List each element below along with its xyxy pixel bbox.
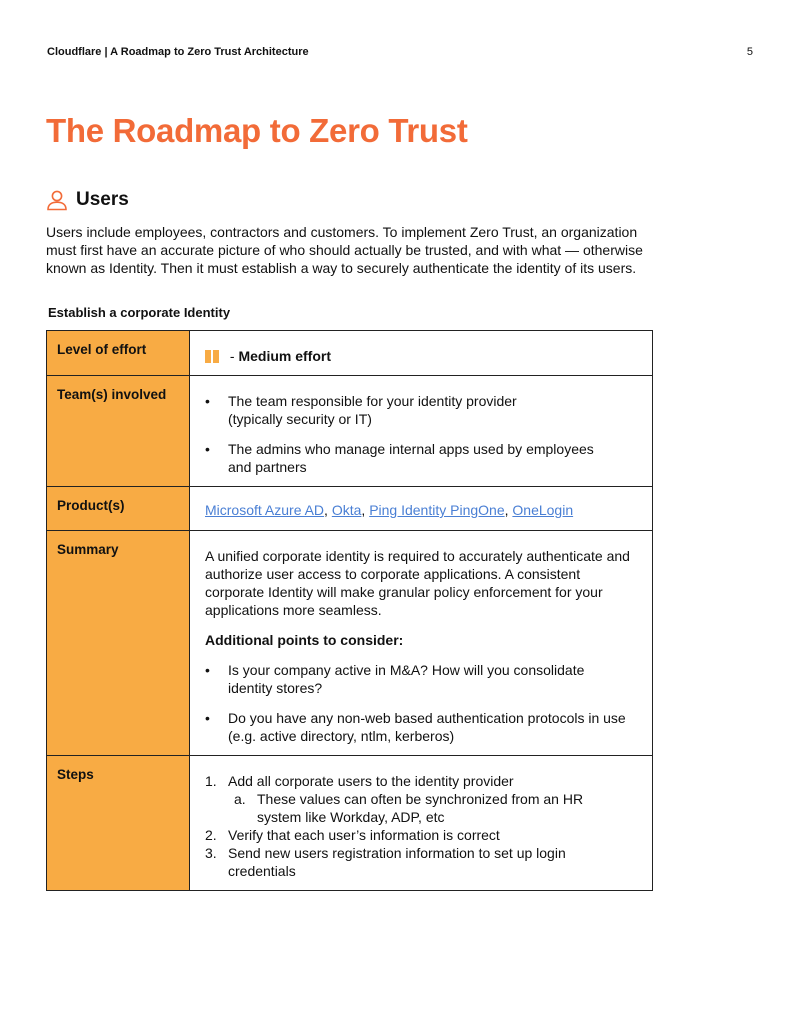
product-link-onelogin[interactable]: OneLogin [512, 502, 574, 518]
user-icon [46, 189, 68, 211]
page-number: 5 [746, 46, 753, 58]
teams-list [205, 392, 638, 476]
row-value-teams [190, 376, 653, 487]
effort-value: Medium effort [238, 348, 332, 364]
row-value-steps [190, 756, 653, 891]
summary-text: A unified corporate identity is required to accurately authenticate and authorize user access to corporate applications. A consistent corporate Identity will make granular policy enforcement for your applications more seamless. [205, 548, 630, 618]
row-value-summary [190, 531, 653, 756]
list-item: • The admins who manage internal apps used by employees and partners [205, 440, 608, 476]
table-row [47, 756, 653, 891]
header-title: Cloudflare | A Roadmap to Zero Trust Architecture [47, 46, 309, 58]
row-label-teams: Team(s) involved [47, 376, 190, 487]
list-item: 1. Add all corporate users to the identity provider a. These values can often be synchronized from an HR system like Workday, ADP, etc [205, 772, 638, 826]
table-caption: Establish a corporate Identity [48, 305, 231, 320]
table-row [47, 376, 653, 487]
list-item: • Is your company active in M&A? How will you consolidate identity stores? [205, 661, 608, 697]
row-label-products: Product(s) [47, 487, 190, 531]
sub-steps-list [228, 790, 638, 826]
additional-points-heading: Additional points to consider: [205, 632, 404, 648]
effort-prefix: - [226, 348, 239, 364]
row-label-effort: Level of effort [47, 331, 190, 376]
product-link-okta[interactable]: Okta [331, 502, 362, 518]
summary-points-list [205, 661, 638, 745]
page-title: The Roadmap to Zero Trust [46, 112, 468, 149]
row-label-steps: Steps [47, 756, 190, 891]
effort-bars-icon [205, 350, 221, 363]
row-value-effort [190, 331, 653, 376]
table-row [47, 331, 653, 376]
intro-paragraph: Users include employees, contractors and customers. To implement Zero Trust, an organization must first have an accurate picture of who should actually be trusted, and with what — otherwise known as Identity. Then it must establish a way to securely authenticate the identity of its users. [46, 224, 643, 276]
list-item: • The team responsible for your identity provider (typically security or IT) [205, 392, 528, 428]
table-row [47, 487, 653, 531]
list-item: 3. Send new users registration information to set up login credentials [205, 845, 566, 879]
identity-table [46, 330, 653, 891]
list-item: • Do you have any non-web based authentication protocols in use (e.g. active directory, ntlm, kerberos) [205, 709, 638, 745]
row-value-products: Microsoft Azure AD, Okta, Ping Identity PingOne, OneLogin [190, 487, 653, 531]
page-header [47, 46, 753, 62]
section-heading [46, 189, 129, 211]
list-item: 2. Verify that each user’s information is correct [205, 827, 500, 843]
row-label-summary: Summary [47, 531, 190, 756]
section-title: Users [76, 189, 129, 210]
list-item: a. These values can often be synchronized from an HR system like Workday, ADP, etc [234, 791, 584, 825]
product-link-azure[interactable]: Microsoft Azure AD [205, 502, 325, 518]
table-row [47, 531, 653, 756]
product-link-pingone[interactable]: Ping Identity PingOne [369, 502, 505, 518]
steps-list [205, 772, 638, 880]
